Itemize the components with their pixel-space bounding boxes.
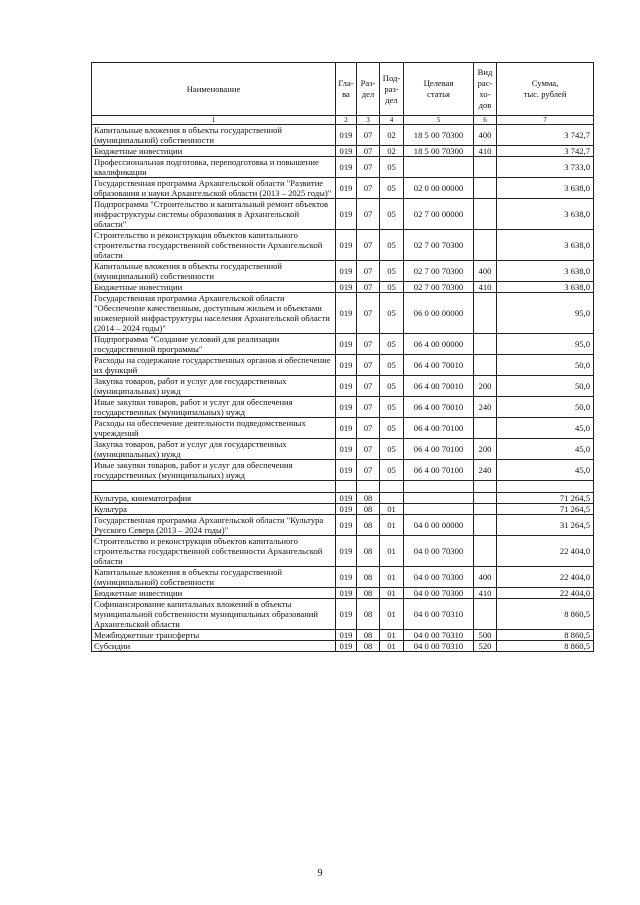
table-row	[92, 157, 594, 178]
cell-sum: 3 742,7	[497, 125, 594, 146]
cell-vid: 410	[474, 588, 497, 599]
cell-vid: 500	[474, 630, 497, 641]
cell-vid: 240	[474, 460, 497, 481]
cell-razdel: 07	[357, 439, 380, 460]
cell-name	[92, 481, 336, 493]
cell-sum: 8 860,5	[497, 641, 594, 652]
cell-name: Закупка товаров, работ и услуг для государственных (муниципальных) нужд	[92, 439, 336, 460]
cell-sum: 95,0	[497, 334, 594, 355]
cell-vid: 520	[474, 641, 497, 652]
cell-podrazdel: 05	[380, 230, 404, 261]
cell-sum: 45,0	[497, 439, 594, 460]
cell-target: 18 5 00 70300	[404, 146, 474, 157]
cell-razdel: 07	[357, 178, 380, 199]
cell-sum	[497, 481, 594, 493]
cell-vid	[474, 293, 497, 334]
table-row	[92, 504, 594, 515]
table-row	[92, 397, 594, 418]
cell-razdel: 07	[357, 293, 380, 334]
cell-glava: 019	[336, 439, 357, 460]
col-header-target: Целевая статья	[404, 63, 474, 116]
cell-name: Капитальные вложения в объекты государственной (муниципальной) собственности	[92, 261, 336, 282]
table-row	[92, 599, 594, 630]
cell-sum: 3 638,0	[497, 199, 594, 230]
cell-sum: 50,0	[497, 376, 594, 397]
col-number: 6	[474, 116, 497, 125]
table-row	[92, 567, 594, 588]
cell-vid: 400	[474, 261, 497, 282]
cell-razdel: 07	[357, 397, 380, 418]
cell-vid	[474, 418, 497, 439]
cell-target: 02 7 00 00000	[404, 199, 474, 230]
cell-razdel: 07	[357, 334, 380, 355]
table-row	[92, 515, 594, 536]
cell-name: Софинансирование капитальных вложений в объекты муниципальной собственности муниципальных образований Архангельской области	[92, 599, 336, 630]
table-row	[92, 293, 594, 334]
cell-vid: 240	[474, 397, 497, 418]
cell-razdel: 07	[357, 376, 380, 397]
cell-name: Субсидии	[92, 641, 336, 652]
table-row	[92, 481, 594, 493]
col-number: 2	[336, 116, 357, 125]
cell-vid	[474, 157, 497, 178]
cell-podrazdel: 05	[380, 397, 404, 418]
table-row	[92, 178, 594, 199]
cell-vid	[474, 334, 497, 355]
col-number: 3	[357, 116, 380, 125]
cell-sum: 8 860,5	[497, 599, 594, 630]
cell-name: Закупка товаров, работ и услуг для государственных (муниципальных) нужд	[92, 376, 336, 397]
cell-target: 04 0 00 70310	[404, 641, 474, 652]
cell-podrazdel: 01	[380, 515, 404, 536]
cell-vid: 400	[474, 567, 497, 588]
cell-target: 02 0 00 00000	[404, 178, 474, 199]
cell-sum: 3 638,0	[497, 282, 594, 293]
cell-razdel: 08	[357, 641, 380, 652]
cell-glava: 019	[336, 504, 357, 515]
cell-vid: 200	[474, 376, 497, 397]
cell-podrazdel: 01	[380, 599, 404, 630]
cell-target: 04 0 00 70300	[404, 588, 474, 599]
cell-glava: 019	[336, 397, 357, 418]
cell-razdel: 07	[357, 199, 380, 230]
cell-target: 02 7 00 70300	[404, 261, 474, 282]
cell-razdel: 07	[357, 157, 380, 178]
cell-target: 06 4 00 70010	[404, 376, 474, 397]
cell-razdel: 08	[357, 515, 380, 536]
table-body	[92, 125, 594, 652]
cell-sum: 22 404,0	[497, 536, 594, 567]
cell-target: 06 4 00 70100	[404, 418, 474, 439]
cell-razdel: 08	[357, 493, 380, 504]
cell-razdel: 08	[357, 599, 380, 630]
cell-name: Расходы на содержание государственных органов и обеспечение их функций	[92, 355, 336, 376]
cell-vid: 410	[474, 146, 497, 157]
table-row	[92, 439, 594, 460]
cell-podrazdel: 05	[380, 293, 404, 334]
col-header-glava: Гла- ва	[336, 63, 357, 116]
cell-glava: 019	[336, 588, 357, 599]
cell-podrazdel: 01	[380, 567, 404, 588]
cell-glava: 019	[336, 630, 357, 641]
cell-vid: 200	[474, 439, 497, 460]
cell-target: 04 0 00 70300	[404, 536, 474, 567]
cell-podrazdel: 02	[380, 125, 404, 146]
cell-name: Культура	[92, 504, 336, 515]
cell-sum: 22 404,0	[497, 567, 594, 588]
cell-razdel	[357, 481, 380, 493]
table-row	[92, 460, 594, 481]
cell-glava: 019	[336, 641, 357, 652]
cell-vid	[474, 230, 497, 261]
cell-glava: 019	[336, 125, 357, 146]
col-number: 7	[497, 116, 594, 125]
cell-target: 02 7 00 70300	[404, 230, 474, 261]
cell-razdel: 08	[357, 536, 380, 567]
table-row	[92, 376, 594, 397]
cell-sum: 8 860,5	[497, 630, 594, 641]
table-row	[92, 630, 594, 641]
cell-sum: 50,0	[497, 397, 594, 418]
col-number: 5	[404, 116, 474, 125]
col-header-sum: Сумма, тыс. рублей	[497, 63, 594, 116]
cell-target: 06 4 00 70100	[404, 439, 474, 460]
cell-sum: 31 264,5	[497, 515, 594, 536]
cell-name: Бюджетные инвестиции	[92, 588, 336, 599]
cell-glava: 019	[336, 199, 357, 230]
cell-podrazdel: 05	[380, 418, 404, 439]
cell-podrazdel: 05	[380, 157, 404, 178]
cell-glava: 019	[336, 355, 357, 376]
cell-target: 04 0 00 70300	[404, 567, 474, 588]
col-number: 4	[380, 116, 404, 125]
cell-podrazdel: 05	[380, 199, 404, 230]
cell-name: Строительство и реконструкция объектов капитального строительства государственной собственности Архангельской области	[92, 230, 336, 261]
col-header-name: Наименование	[92, 63, 336, 116]
cell-podrazdel: 01	[380, 641, 404, 652]
cell-glava: 019	[336, 282, 357, 293]
cell-razdel: 08	[357, 567, 380, 588]
cell-vid	[474, 355, 497, 376]
cell-target	[404, 481, 474, 493]
cell-razdel: 07	[357, 146, 380, 157]
cell-podrazdel: 01	[380, 630, 404, 641]
cell-target: 04 0 00 00000	[404, 515, 474, 536]
cell-vid	[474, 599, 497, 630]
cell-name: Бюджетные инвестиции	[92, 282, 336, 293]
cell-name: Строительство и реконструкция объектов капитального строительства государственной собственности Архангельской области	[92, 536, 336, 567]
cell-target: 06 4 00 70010	[404, 355, 474, 376]
cell-sum: 3 638,0	[497, 178, 594, 199]
cell-vid	[474, 515, 497, 536]
cell-sum: 50,0	[497, 355, 594, 376]
cell-glava: 019	[336, 376, 357, 397]
cell-glava: 019	[336, 157, 357, 178]
cell-razdel: 08	[357, 630, 380, 641]
cell-podrazdel: 05	[380, 439, 404, 460]
cell-glava: 019	[336, 146, 357, 157]
cell-podrazdel: 05	[380, 376, 404, 397]
cell-target: 18 5 00 70300	[404, 125, 474, 146]
cell-vid: 400	[474, 125, 497, 146]
table-row	[92, 261, 594, 282]
table-row	[92, 355, 594, 376]
cell-glava: 019	[336, 567, 357, 588]
table-row	[92, 282, 594, 293]
cell-name: Межбюджетные трансферты	[92, 630, 336, 641]
cell-glava: 019	[336, 536, 357, 567]
cell-name: Подпрограмма "Создание условий для реализации государственной программы"	[92, 334, 336, 355]
cell-vid	[474, 199, 497, 230]
table-row	[92, 230, 594, 261]
cell-glava: 019	[336, 334, 357, 355]
cell-podrazdel: 02	[380, 146, 404, 157]
cell-podrazdel	[380, 493, 404, 504]
cell-name: Культура, кинематография	[92, 493, 336, 504]
table-row	[92, 418, 594, 439]
cell-name: Иные закупки товаров, работ и услуг для обеспечения государственных (муниципальных) нужд	[92, 460, 336, 481]
table-row	[92, 588, 594, 599]
cell-sum: 45,0	[497, 418, 594, 439]
table-row	[92, 493, 594, 504]
cell-podrazdel: 05	[380, 334, 404, 355]
cell-razdel: 08	[357, 504, 380, 515]
cell-name: Государственная программа Архангельской области "Обеспечение качественным, доступным жильем и объектами инженерной инфраструктуры населения Архангельской области (2014 – 2024 годы)"	[92, 293, 336, 334]
cell-glava: 019	[336, 261, 357, 282]
cell-sum: 45,0	[497, 460, 594, 481]
cell-sum: 95,0	[497, 293, 594, 334]
cell-target: 06 4 00 70010	[404, 397, 474, 418]
cell-podrazdel: 01	[380, 504, 404, 515]
cell-razdel: 07	[357, 460, 380, 481]
table-row	[92, 334, 594, 355]
cell-name: Бюджетные инвестиции	[92, 146, 336, 157]
cell-target	[404, 157, 474, 178]
cell-razdel: 07	[357, 418, 380, 439]
header-row	[92, 63, 594, 116]
cell-name: Подпрограмма "Строительство и капитальный ремонт объектов инфраструктуры системы образования в Архангельской области"	[92, 199, 336, 230]
cell-vid	[474, 493, 497, 504]
cell-glava: 019	[336, 599, 357, 630]
cell-target: 04 0 00 70310	[404, 599, 474, 630]
cell-podrazdel: 05	[380, 460, 404, 481]
cell-glava: 019	[336, 460, 357, 481]
cell-target	[404, 493, 474, 504]
col-header-podrazdel: Под- раз- дел	[380, 63, 404, 116]
cell-glava: 019	[336, 293, 357, 334]
cell-razdel: 07	[357, 125, 380, 146]
table-row	[92, 641, 594, 652]
table-row	[92, 146, 594, 157]
cell-razdel: 07	[357, 230, 380, 261]
cell-target	[404, 504, 474, 515]
col-number: 1	[92, 116, 336, 125]
cell-sum: 3 638,0	[497, 230, 594, 261]
cell-name: Расходы на обеспечение деятельности подведомственных учреждений	[92, 418, 336, 439]
cell-vid: 410	[474, 282, 497, 293]
cell-vid	[474, 178, 497, 199]
cell-glava	[336, 481, 357, 493]
cell-target: 02 7 00 70300	[404, 282, 474, 293]
cell-sum: 22 404,0	[497, 588, 594, 599]
table-row	[92, 125, 594, 146]
cell-vid	[474, 481, 497, 493]
cell-vid	[474, 504, 497, 515]
cell-name: Профессиональная подготовка, переподготовка и повышение квалификации	[92, 157, 336, 178]
header-number-row	[92, 116, 594, 125]
cell-glava: 019	[336, 515, 357, 536]
cell-target: 06 4 00 70100	[404, 460, 474, 481]
cell-vid	[474, 536, 497, 567]
table-row	[92, 199, 594, 230]
cell-sum: 3 742,7	[497, 146, 594, 157]
cell-podrazdel: 01	[380, 588, 404, 599]
budget-table-page	[91, 62, 593, 652]
cell-podrazdel: 01	[380, 536, 404, 567]
cell-glava: 019	[336, 178, 357, 199]
cell-target: 06 0 00 00000	[404, 293, 474, 334]
table-row	[92, 536, 594, 567]
cell-razdel: 08	[357, 588, 380, 599]
cell-podrazdel: 05	[380, 261, 404, 282]
cell-glava: 019	[336, 418, 357, 439]
col-header-vid: Вид рас- хо- дов	[474, 63, 497, 116]
cell-glava: 019	[336, 493, 357, 504]
cell-sum: 3 733,0	[497, 157, 594, 178]
cell-podrazdel	[380, 481, 404, 493]
cell-sum: 71 264,5	[497, 504, 594, 515]
cell-sum: 3 638,0	[497, 261, 594, 282]
cell-target: 04 0 00 70310	[404, 630, 474, 641]
cell-razdel: 07	[357, 261, 380, 282]
cell-name: Государственная программа Архангельской области "Культура Русского Севера (2013 – 2024 годы)"	[92, 515, 336, 536]
cell-name: Капитальные вложения в объекты государственной (муниципальной) собственности	[92, 125, 336, 146]
cell-glava: 019	[336, 230, 357, 261]
cell-podrazdel: 05	[380, 282, 404, 293]
cell-name: Иные закупки товаров, работ и услуг для обеспечения государственных (муниципальных) нужд	[92, 397, 336, 418]
cell-razdel: 07	[357, 282, 380, 293]
page-number: 9	[317, 868, 323, 879]
cell-target: 06 4 00 00000	[404, 334, 474, 355]
cell-podrazdel: 05	[380, 355, 404, 376]
cell-name: Капитальные вложения в объекты государственной (муниципальной) собственности	[92, 567, 336, 588]
cell-name: Государственная программа Архангельской области "Развитие образования и науки Архангельской области (2013 – 2025 годы)"	[92, 178, 336, 199]
cell-podrazdel: 05	[380, 178, 404, 199]
budget-table	[91, 62, 594, 652]
col-header-razdel: Раз- дел	[357, 63, 380, 116]
cell-razdel: 07	[357, 355, 380, 376]
cell-sum: 71 264,5	[497, 493, 594, 504]
